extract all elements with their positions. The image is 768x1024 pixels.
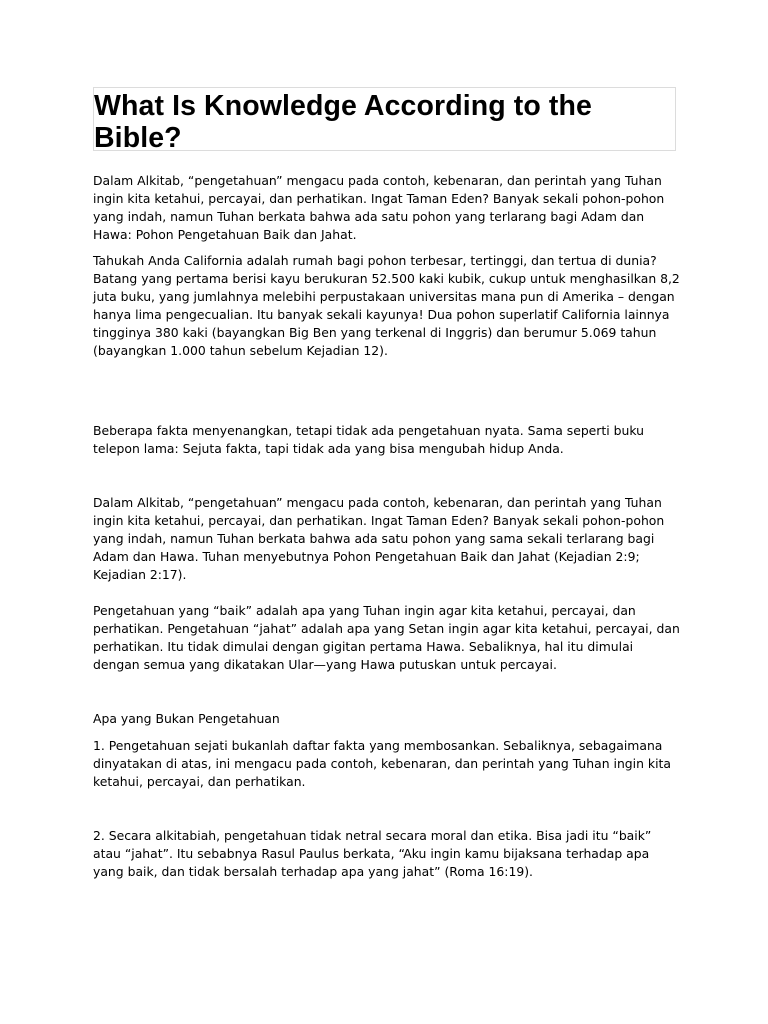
section-heading: Apa yang Bukan Pengetahuan xyxy=(93,711,280,726)
paragraph-2: Tahukah Anda California adalah rumah bagi pohon terbesar, tertinggi, dan tertua di dunia? Batang yang pertama berisi kayu berukuran 52.500 kaki kubik, cukup untuk menghasilkan 8,2 juta buku, yang jumlahnya melebihi perpustakaan universitas mana pun di Amerika – dengan hanya lima pengecualian. Itu banyak sekali kayunya! Dua pohon superlatif California lainnya tingginya 380 kaki (bayangkan Big Ben yang terkenal di Inggris) dan berumur 5.069 tahun (bayangkan 1.000 tahun sebelum Kejadian 12). xyxy=(93,253,680,358)
document-page xyxy=(93,87,680,879)
list-item-2: 2. Secara alkitabiah, pengetahuan tidak netral secara moral dan etika. Bisa jadi itu “baik” atau “jahat”. Itu sebabnya Rasul Paulus berkata, “Aku ingin kamu bijaksana terhadap apa yang baik, dan tidak bersalah terhadap apa yang jahat” (Roma 16:19). xyxy=(93,828,652,879)
title-box xyxy=(93,87,676,154)
paragraph-1: Dalam Alkitab, “pengetahuan” mengacu pada contoh, kebenaran, dan perintah yang Tuhan ingin kita ketahui, percayai, dan perhatikan. Ingat Taman Eden? Banyak sekali pohon-pohon yang indah, namun Tuhan berkata bahwa ada satu pohon yang terlarang bagi Adam dan Hawa: Pohon Pengetahuan Baik dan Jahat. xyxy=(93,173,665,242)
document-title: What Is Knowledge According to the Bible? xyxy=(94,90,592,154)
paragraph-3: Beberapa fakta menyenangkan, tetapi tidak ada pengetahuan nyata. Sama seperti buku telepon lama: Sejuta fakta, tapi tidak ada yang bisa mengubah hidup Anda. xyxy=(93,423,645,456)
list-item-1: 1. Pengetahuan sejati bukanlah daftar fakta yang membosankan. Sebaliknya, sebagaimana dinyatakan di atas, ini mengacu pada contoh, kebenaran, dan perintah yang Tuhan ingin kita ketahui, percayai, dan perhatikan. xyxy=(93,738,671,789)
paragraph-5: Pengetahuan yang “baik” adalah apa yang Tuhan ingin agar kita ketahui, percayai, dan perhatikan. Pengetahuan “jahat” adalah apa yang Setan ingin agar kita ketahui, percayai, dan perhatikan. Itu tidak dimulai dengan gigitan pertama Hawa. Sebaliknya, hal itu dimulai dengan semua yang dikatakan Ular—yang Hawa putuskan untuk percayai. xyxy=(93,603,680,672)
paragraph-4: Dalam Alkitab, “pengetahuan” mengacu pada contoh, kebenaran, dan perintah yang Tuhan ingin kita ketahui, percayai, dan perhatikan. Ingat Taman Eden? Banyak sekali pohon-pohon yang indah, namun Tuhan berkata bahwa ada satu pohon yang sama sekali terlarang bagi Adam dan Hawa. Tuhan menyebutnya Pohon Pengetahuan Baik dan Jahat (Kejadian 2:9; Kejadian 2:17). xyxy=(93,495,665,582)
